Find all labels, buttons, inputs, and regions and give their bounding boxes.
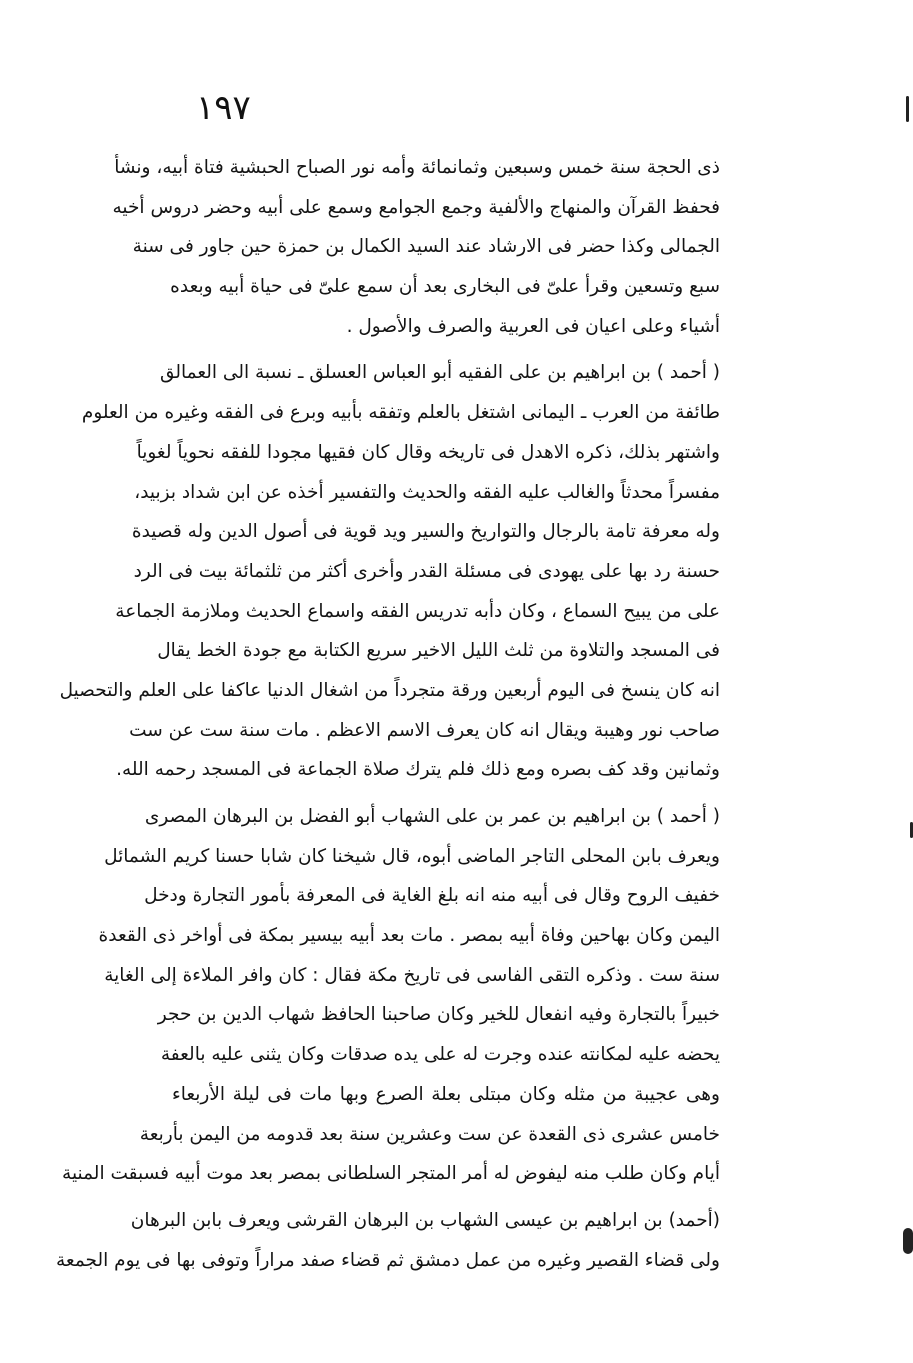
text-line: وثمانين وقد كف بصره ومع ذلك فلم يترك صلاة الجماعة فى المسجد رحمه الله. [116, 759, 720, 781]
text-line: خبيراً بالتجارة وفيه انفعال للخير وكان صاحبنا الحافظ شهاب الدين بن حجر [157, 1004, 720, 1026]
text-line: ذى الحجة سنة خمس وسبعين وثمانمائة وأمه نور الصباح الحبشية فتاة أبيه، ونشأ [114, 157, 720, 178]
text-line: وهى عجيبة من مثله وكان مبتلى بعلة الصرع وبها مات فى ليلة الأربعاء [172, 1083, 720, 1105]
text-line: على من يبيح السماع ، وكان دأبه تدريس الفقه واسماع الحديث وملازمة الجماعة [115, 600, 720, 622]
text-line: الجمالى وكذا حضر فى الارشاد عند السيد الكمال بن حمزة حين جاور فى سنة [132, 236, 720, 258]
text-line: اليمن وكان بهاحين وفاة أبيه بمصر . مات بعد أبيه بيسير بمكة فى أواخر ذى القعدة [98, 925, 720, 947]
text-line: صاحب نور وهيبة ويقال انه كان يعرف الاسم الاعظم . مات سنة ست عن ست [129, 719, 720, 741]
text-line: طائفة من العرب ـ اليمانى اشتغل بالعلم وتفقه بأبيه وبرع فى الفقه وغيره من العلوم [81, 402, 720, 424]
text-line: خفيف الروح وقال فى أبيه منه انه بلغ الغاية فى المعرفة بأمور التجارة ودخل [144, 885, 720, 907]
text-line: فحفظ القرآن والمنهاج والألفية وجمع الجوامع وسمع على أبيه وحضر دروس أخيه [112, 196, 720, 218]
text-line: وله معرفة تامة بالرجال والتواريخ والسير ويد قوية فى أصول الدين وله قصيدة [131, 521, 720, 543]
scan-edge-mark [903, 1228, 913, 1254]
text-block [56, 148, 720, 1280]
text-line: يحضه عليه لمكانته عنده وجرت له على يده صدقات وكان يثنى عليه بالعفة [160, 1044, 720, 1066]
entry-heading-line: ( أحمد ) بن ابراهيم بن عمر بن على الشهاب أبو الفضل بن البرهان المصرى [144, 806, 720, 827]
text-line: حسنة رد بها على يهودى فى مسئلة القدر وأخرى أكثر من ثلثمائة بيت فى الرد [133, 560, 720, 582]
text-line: سنة ست . وذكره التقى الفاسى فى تاريخ مكة فقال : كان وافر الملاءة إلى الغاية [104, 964, 720, 986]
entry-heading-line: (أحمد) بن ابراهيم بن عيسى الشهاب بن البرهان القرشى ويعرف بابن البرهان [130, 1209, 720, 1231]
text-line: فى المسجد والتلاوة من ثلث الليل الاخير سريع الكتابة مع جودة الخط يقال [157, 640, 720, 662]
text-line: انه كان ينسخ فى اليوم أربعين ورقة متجرداً من اشغال الدنيا عاكفا على العلم والتحصيل [59, 679, 720, 701]
text-line: ويعرف بابن المحلى التاجر الماضى أبوه، قال شيخنا كان شابا حسنا كريم الشمائل [104, 845, 720, 867]
text-line: أيام وكان طلب منه ليفوض له أمر المتجر السلطانى بمصر بعد موت أبيه فسبقت المنية [62, 1163, 720, 1185]
scan-edge-mark [906, 96, 909, 122]
text-line: مفسراً محدثاً والغالب عليه الفقه والحديث والتفسير أخذه عن ابن شداد بزبيد، [134, 481, 720, 503]
text-line: ولى قضاء القصير وغيره من عمل دمشق ثم قضاء صفد مراراً وتوفى بها فى يوم الجمعة [56, 1249, 720, 1271]
text-line: خامس عشرى ذى القعدة عن ست وعشرين سنة بعد قدومه من اليمن بأربعة [139, 1123, 720, 1145]
text-line: أشياء وعلى اعيان فى العربية والصرف والأصول . [346, 315, 720, 337]
page-number: ١٩٧ [196, 88, 251, 128]
entry-heading-line: ( أحمد ) بن ابراهيم بن على الفقيه أبو العباس العسلق ـ نسبة الى العمالق [159, 362, 720, 384]
text-line: سبع وتسعين وقرأ علىّ فى البخارى بعد أن سمع علىّ فى حياة أبيه وبعده [170, 276, 720, 298]
text-line: واشتهر بذلك، ذكره الاهدل فى تاريخه وقال كان فقيها مجودا للفقه نحوياً لغوياً [136, 441, 720, 463]
